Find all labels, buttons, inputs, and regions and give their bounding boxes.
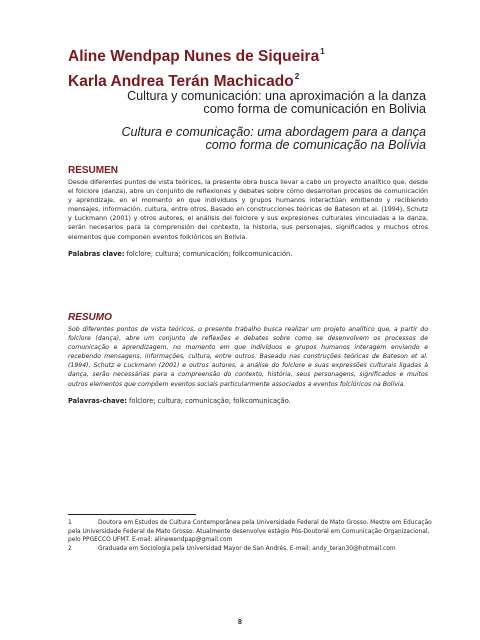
footnote-1-number: 1 <box>68 520 72 526</box>
footnote-2 <box>68 545 438 554</box>
title-portuguese <box>86 126 426 152</box>
resumo-section <box>68 312 428 406</box>
author-2-footnote-ref[interactable]: 2 <box>294 72 300 81</box>
footnote-2-text: Graduada em Sociología pela Universidad Mayor de San Andrés. E-mail: andy_teran30@hotmail.com <box>98 545 396 552</box>
title-spanish-line-1: Cultura y comunicación: una aproximación a la danza <box>127 89 426 103</box>
title-portuguese-line-2: como forma de comunicação na Bolívia <box>205 138 426 152</box>
footnotes <box>68 519 438 553</box>
author-2-name: Karla Andrea Terán Machicado <box>68 73 294 90</box>
resumo-heading: RESUMO <box>68 312 112 323</box>
resumen-text: Desde diferentes puntos de vista teóricos, la presente obra busca llevar a cabo un proyecto analítico que, desde el folclore (danza), abre un conjunto de reflexiones y debates sobre cómo desarrollan procesos de comunicación y aprendizaje, en el momento en que individuos y grupos humanos interactúan emitiendo y recibiendo mensajes, información, cultura, entre otros. Basado en construcciones teóricas de Bateson et al. (1994), Schutz y Luckmann (2001) y otros autores, el análisis del folclore y sus expresiones culturales vinculadas a la danza, serán necesarios para la comprensión del contexto, la historia, sus personajes, significados y muchos otros elementos que componen eventos folklóricos en Bolivia. <box>68 179 428 241</box>
resumen-keywords-label: Palabras clave: <box>68 249 125 258</box>
footnote-1-text: Doutora em Estudos de Cultura Contemporânea pela Universidade Federal de Mato Grosso. Mestre em Educação pela Universidade Federal de Mato Grosso. Atualmente desenvolve estágio Pós-Doutoral em Comunicação Organizacional, pelo PPGECCO UFMT. E-mail: alinewendpap@gmail.com <box>68 520 432 544</box>
resumo-keywords-label: Palavras-chave: <box>68 396 127 405</box>
resumen-heading: RESUMEN <box>68 165 119 176</box>
footnote-divider <box>68 514 196 515</box>
resumen-section <box>68 165 428 259</box>
resumo-text: Sob diferentes pontos de vista teóricos, o presente trabalho busca realizar um projeto analítico que, a partir do folclore (dança), abre um conjunto de reflexões e debates sobre como se desenvolvem os processos de comunicação e aprendizagem, no momento em que indivíduos e grupos humanos interagem enviando e recebendo mensagens, informações, cultura, entre outros. Baseado nas construções teóricas de Bateson et al. (1994), Schutz e Luckmann (2001) e outros autores, a análise do folclore e suas expressões culturais ligadas à dança, serão necessárias para a compreensão do contexto, história, seus personagens, significados e muitos outros elementos que compõem eventos sociais particularmente associados a eventos folclóricos na Bolívia. <box>68 326 428 388</box>
resumo-keywords <box>68 396 428 406</box>
author-1 <box>68 42 448 67</box>
footnote-1 <box>68 519 438 545</box>
resumen-keywords-text: folclore; cultura; comunicación; folkcomunicación. <box>124 249 293 258</box>
title-block <box>86 90 426 152</box>
page-number: 8 <box>238 619 242 626</box>
resumo-keywords-text: folclore; cultura; comunicação; folkcomunicação. <box>126 396 291 405</box>
author-1-name: Aline Wendpap Nunes de Siqueira <box>68 48 320 65</box>
resumen-keywords <box>68 249 428 259</box>
author-list <box>68 42 448 92</box>
title-spanish <box>86 90 426 116</box>
title-portuguese-line-1: Cultura e comunicação: uma abordagem para a dança <box>121 125 426 139</box>
footnote-2-number: 2 <box>68 545 72 552</box>
title-spanish-line-2: como forma de comunicación en Bolivia <box>203 102 426 116</box>
author-1-footnote-ref[interactable]: 1 <box>320 47 325 56</box>
